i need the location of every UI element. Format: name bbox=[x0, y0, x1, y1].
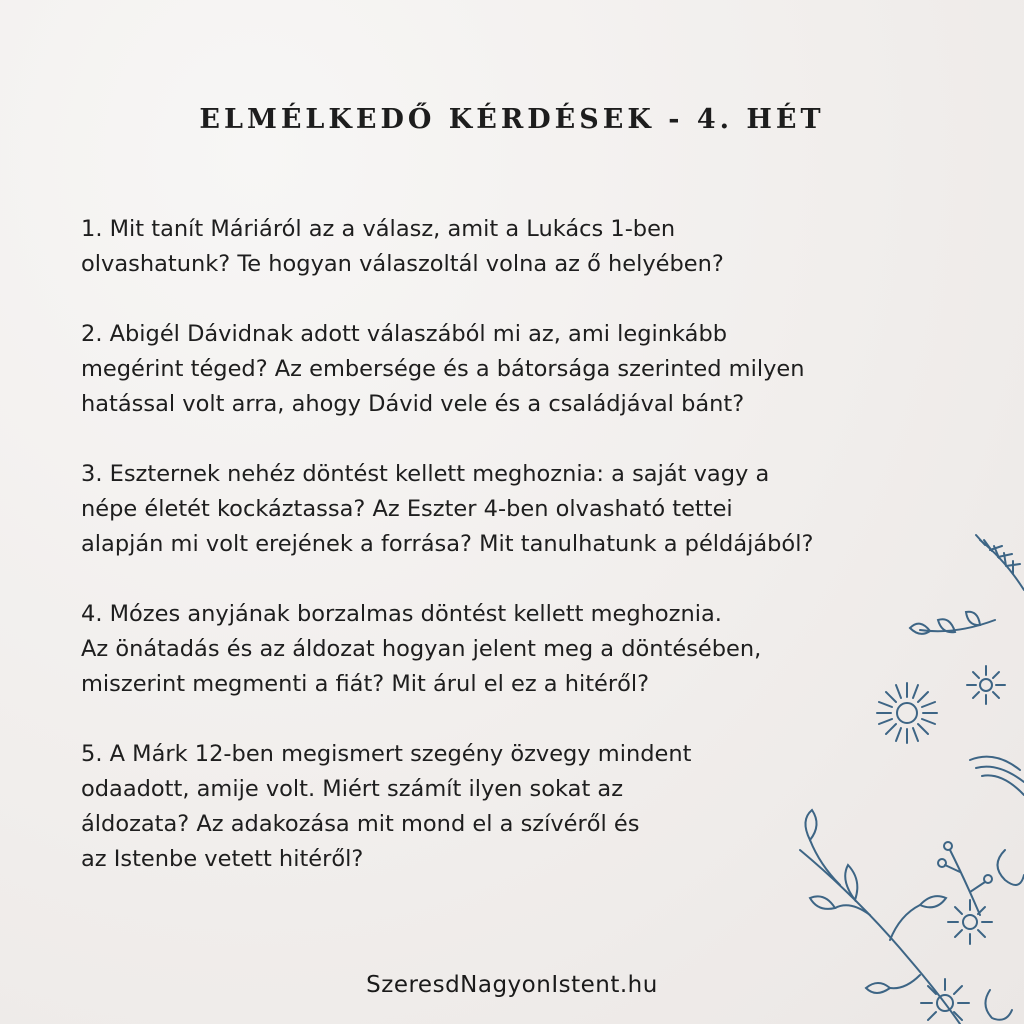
question-line: az Istenbe vetett hitéről? bbox=[81, 846, 364, 872]
question-line: népe életét kockáztassa? Az Eszter 4-ben olvasható tettei bbox=[81, 496, 733, 522]
question-line: 4. Mózes anyjának borzalmas döntést kellett meghoznia. bbox=[81, 601, 722, 627]
page-title: ELMÉLKEDŐ KÉRDÉSEK - 4. HÉT bbox=[199, 104, 825, 135]
berry-stem-icon bbox=[938, 842, 992, 915]
question-line: áldozata? Az adakozása mit mond el a szívéről és bbox=[81, 811, 640, 837]
question-line: Az önátadás és az áldozat hogyan jelent meg a döntésében, bbox=[81, 636, 762, 662]
question-line: megérint téged? Az embersége és a bátorsága szerinted milyen bbox=[81, 356, 805, 382]
leaf-branch-icon bbox=[910, 612, 995, 634]
botanical-decoration-icon bbox=[780, 520, 1024, 1024]
sunburst-flower-icon bbox=[948, 900, 992, 944]
question-line: 5. A Márk 12-ben megismert szegény özvegy mindent bbox=[81, 741, 692, 767]
question-line: miszerint megmenti a fiát? Mit árul el ez a hitéről? bbox=[81, 671, 650, 697]
question-line: 3. Eszternek nehéz döntést kellett meghoznia: a saját vagy a bbox=[81, 461, 770, 487]
question-line: hatással volt arra, ahogy Dávid vele és a családjával bánt? bbox=[81, 391, 745, 417]
question-1 bbox=[81, 212, 981, 282]
website-footer: SzeresdNagyonIstent.hu bbox=[366, 972, 658, 998]
fern-branch-icon bbox=[976, 535, 1024, 590]
question-2 bbox=[81, 317, 981, 422]
sunburst-flower-icon bbox=[967, 666, 1005, 704]
question-line: alapján mi volt erejének a forrása? Mit tanulhatunk a példájából? bbox=[81, 531, 814, 557]
sunburst-flower-icon bbox=[877, 683, 937, 743]
question-line: odaadott, amije volt. Miért számít ilyen sokat az bbox=[81, 776, 624, 802]
question-line: olvashatunk? Te hogyan válaszoltál volna az ő helyében? bbox=[81, 251, 724, 277]
question-line: 1. Mit tanít Máriáról az a válasz, amit a Lukács 1-ben bbox=[81, 216, 676, 242]
question-line: 2. Abigél Dávidnak adott válaszából mi az, ami leginkább bbox=[81, 321, 728, 347]
